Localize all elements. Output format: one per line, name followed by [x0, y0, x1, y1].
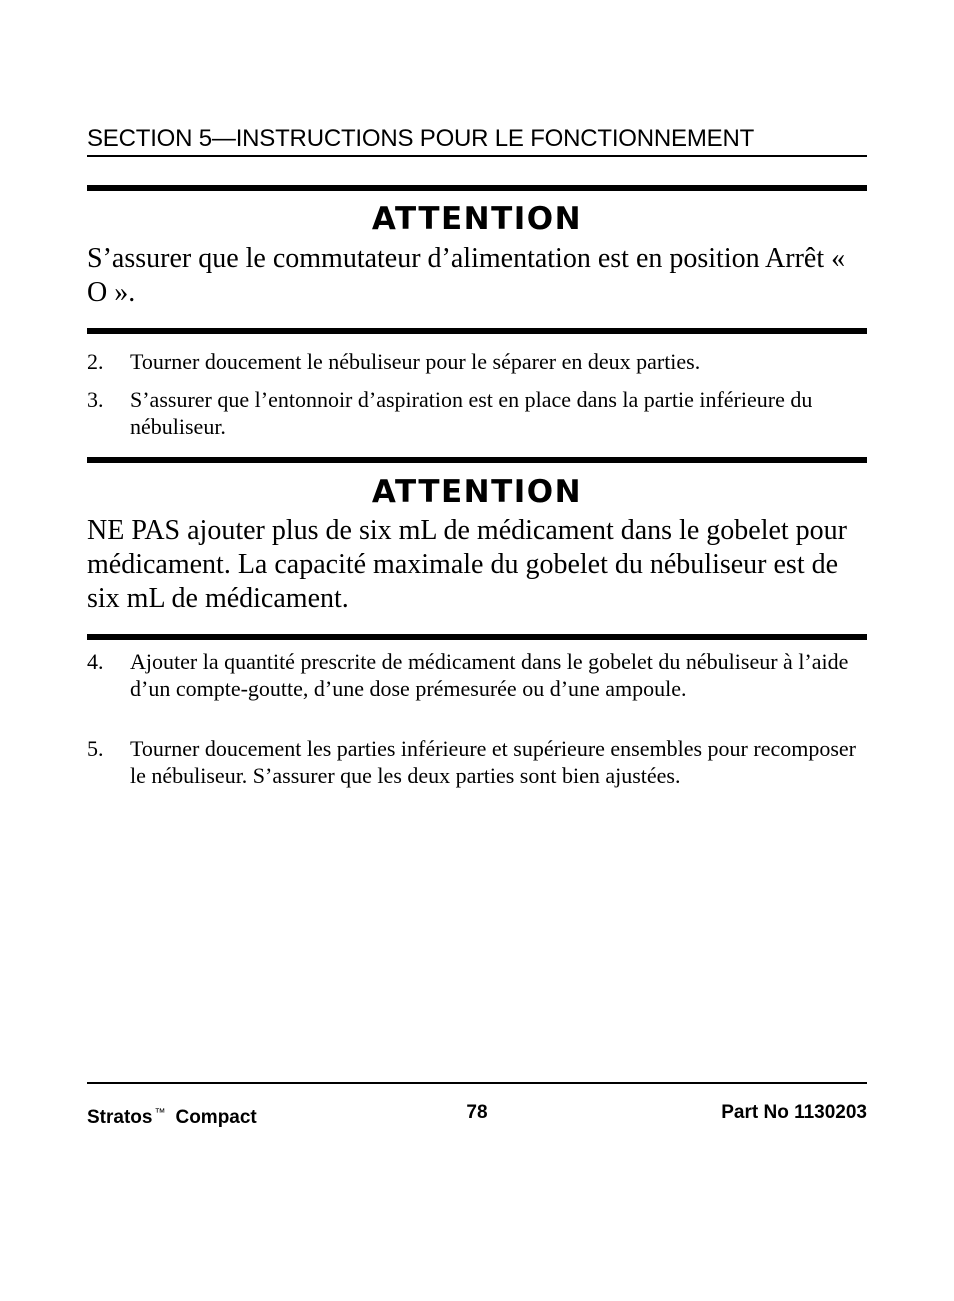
page-footer	[87, 1100, 867, 1126]
product-name: Stratos	[87, 1107, 153, 1128]
list-item-step-3	[87, 386, 867, 440]
part-number: Part No 1130203	[721, 1102, 867, 1123]
step-number: 2.	[87, 349, 104, 374]
page-number: 78	[466, 1102, 488, 1123]
step-number: 4.	[87, 649, 104, 674]
list-item-step-5	[87, 735, 867, 789]
step-text: Ajouter la quantité prescrite de médicament dans le gobelet du nébuliseur à l’aide d’un compte-goutte, d’une dose prémesurée ou d’une ampoule.	[130, 649, 849, 701]
trademark-symbol: ™	[154, 1107, 166, 1119]
attention-2-body: NE PAS ajouter plus de six mL de médicament dans le gobelet pour médicament. La capacité maximale du gobelet du nébuliseur est de six mL de médicament.	[87, 515, 848, 614]
step-number: 3.	[87, 387, 104, 412]
step-text: S’assurer que l’entonnoir d’aspiration est en place dans la partie inférieure du nébuliseur.	[130, 387, 813, 439]
attention-1-bottom-rule	[87, 328, 867, 334]
section-header: SECTION 5—INSTRUCTIONS POUR LE FONCTIONNEMENT	[87, 125, 755, 152]
manual-page	[87, 0, 867, 1301]
attention-1-body: S’assurer que le commutateur d’alimentation est en position Arrêt « O ».	[87, 243, 846, 308]
product-suffix: Compact	[175, 1107, 257, 1128]
step-number: 5.	[87, 736, 104, 761]
section-header-rule	[87, 155, 867, 157]
attention-2-bottom-rule	[87, 634, 867, 640]
attention-1-title: ATTENTION	[371, 201, 583, 237]
attention-1-top-rule	[87, 185, 867, 191]
step-text: Tourner doucement le nébuliseur pour le séparer en deux parties.	[130, 349, 701, 374]
attention-2-title: ATTENTION	[371, 474, 583, 510]
list-item-step-2	[87, 348, 867, 375]
step-text: Tourner doucement les parties inférieure et supérieure ensembles pour recomposer le nébuliseur. S’assurer que les deux parties sont bien ajustées.	[130, 736, 856, 788]
attention-2-top-rule	[87, 457, 867, 463]
footer-rule	[87, 1082, 867, 1084]
list-item-step-4	[87, 648, 867, 702]
